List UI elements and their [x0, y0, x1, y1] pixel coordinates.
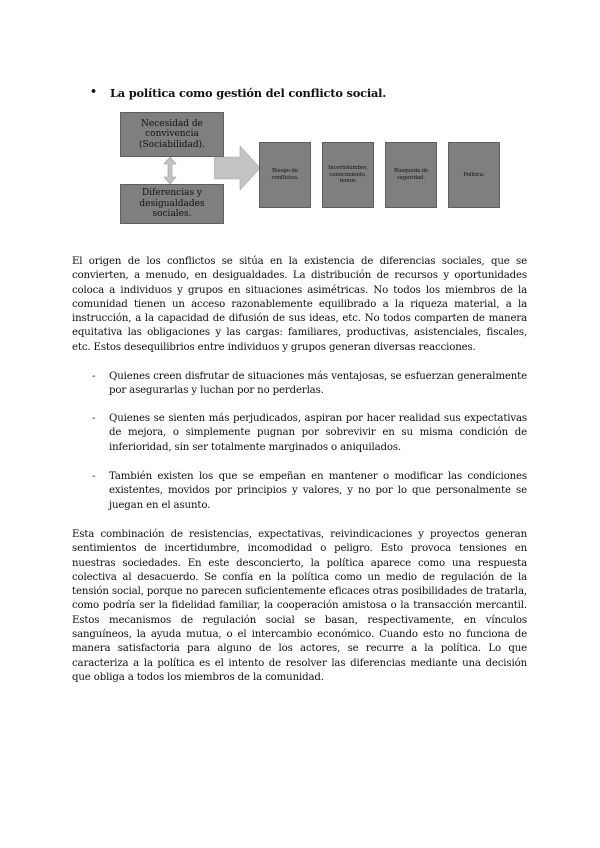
step-seguridad	[385, 142, 437, 208]
step-riesgo	[259, 142, 311, 208]
dash-marker: -	[92, 471, 96, 482]
step-politica	[448, 142, 500, 208]
box-convivencia	[120, 112, 224, 157]
box-diferencias-label: Diferencias y desigualdades sociales.	[139, 188, 205, 220]
list-item-text: Quienes se sienten más perjudicados, aspiran por hacer realidad sus expectativas de mejora, o simplemente pugnan por sobrevivir en su misma condición de inferioridad, sin ser totalmente marginados o aniquilados.	[109, 413, 527, 453]
list-item-text: Quienes creen disfrutar de situaciones más ventajosas, se esfuerzan generalmente por asegurarlas y luchan por no perderlas.	[109, 371, 527, 397]
paragraph-origen: El origen de los conflictos se sitúa en la existencia de diferencias sociales, que se convierten, a menudo, en desigualdades. La distribución de recursos y oportunidades coloca a individuos y grupos en situaciones asimétricas. No todos los miembros de la comunidad tienen un acceso razonablemente equilibrado a la riqueza material, a la instrucción, a la capacidad de difusión de sus ideas, etc. No todos comparten de manera equitativa las obligaciones y las cargas: familiares, productivas, asistenciales, fiscales, etc. Estos desequilibrios entre individuos y grupos generan diversas reacciones.	[72, 256, 527, 353]
section-heading-text: La política como gestión del conflicto social.	[110, 86, 387, 100]
list-item-text: También existen los que se empeñan en mantener o modificar las condiciones existentes, movidos por principios y valores, y no por lo que personalmente se juegan en el asunto.	[109, 471, 527, 511]
step-incertidumbre-label: Incertidumbre, conocimiento, temor.	[328, 165, 368, 185]
list-item	[92, 470, 527, 513]
dash-marker: -	[92, 413, 96, 424]
box-convivencia-label: Necesidad de convivencia (Sociabilidad).	[138, 118, 206, 150]
right-arrow-icon	[214, 146, 260, 190]
list-item	[92, 412, 527, 455]
double-arrow-icon	[163, 157, 177, 184]
list-item	[92, 370, 527, 399]
dash-marker: -	[92, 371, 96, 382]
step-seguridad-label: Búsqueda de seguridad.	[393, 168, 429, 181]
bullet-icon: •	[90, 85, 97, 98]
step-incertidumbre	[322, 142, 374, 208]
box-diferencias	[120, 184, 224, 224]
paragraph-combinacion: Esta combinación de resistencias, expectativas, reivindicaciones y proyectos generan sentimientos de incertidumbre, incomodidad o peligro. Esto provoca tensiones en nuestras sociedades. En este desconcierto, la política aparece como una respuesta colectiva al desacuerdo. Se confía en la política como un medio de regulación de la tensión social, porque no parecen suficientemente eficaces otras posibilidades de tratarla, como podría ser la fidelidad familiar, la cooperación amistosa o la transacción mercantil. Estos mecanismos de regulación social se basan, respectivamente, en vínculos sanguíneos, la ayuda mutua, o el intercambio económico. Cuando esto no funciona de manera satisfactoria para alguno de los actores, se recurre a la política. Lo que caracteriza a la política es el intento de resolver las diferencias mediante una decisión que obliga a todos los miembros de la comunidad.	[72, 529, 527, 683]
step-riesgo-label: Riesgo de conflictos.	[271, 168, 299, 181]
step-politica-label: Política.	[463, 171, 485, 178]
